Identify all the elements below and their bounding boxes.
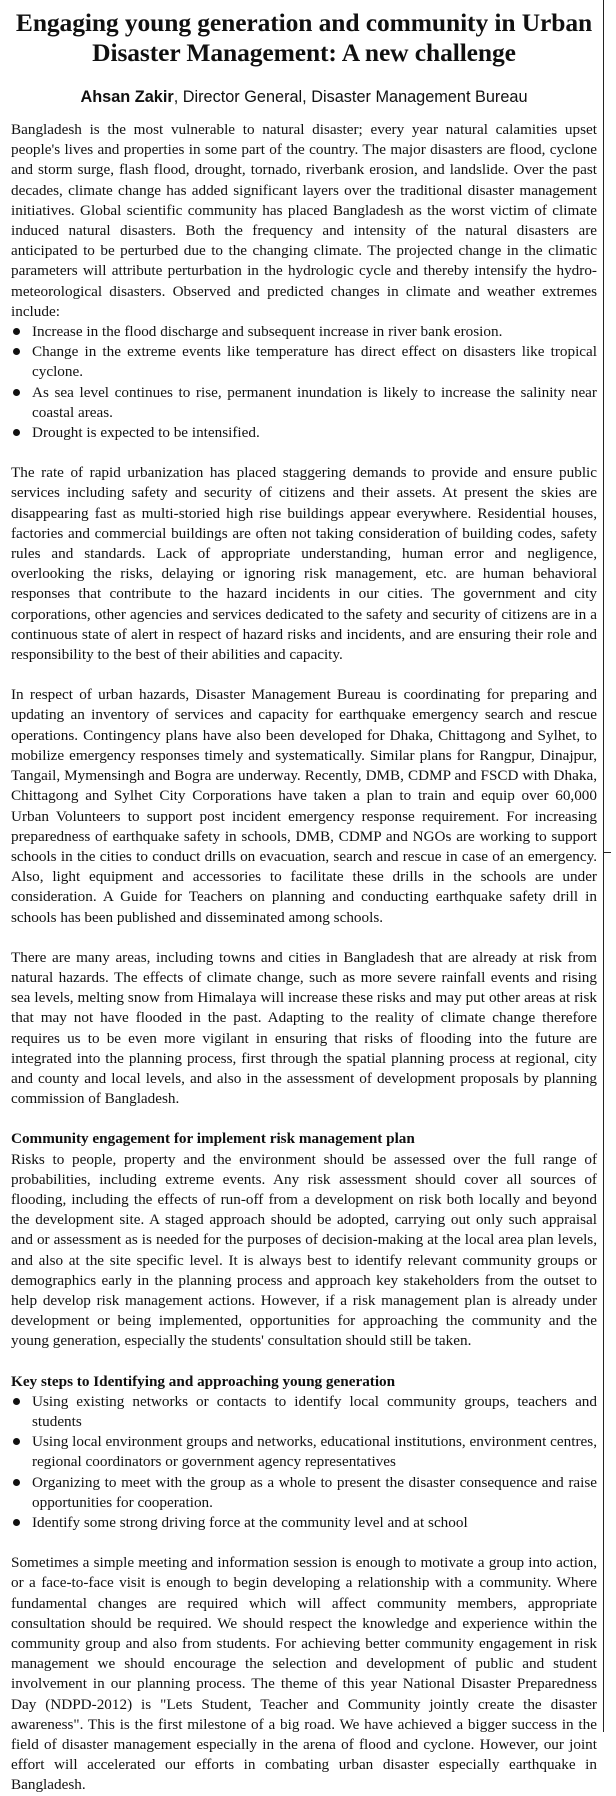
list-item: Change in the extreme events like temperature has direct effect on disasters like tropical cyclone. bbox=[11, 342, 597, 382]
list-item: Drought is expected to be intensified. bbox=[11, 423, 597, 443]
community-engagement-paragraph: Risks to people, property and the environment should be assessed over the full range of probabilities, including extreme events. Any risk assessment should cover all sources of flooding, including the effects of run-off from a development on risk both locally and beyond the development site. A staged approach should be adopted, carrying out only such appraisal and or assessment as is needed for the purposes of decision-making at the local area plan levels, and also at the site specific level. It is always best to identify relevant community groups or demographics early in the planning process and approach key stakeholders from the outset to help develop risk management actions. However, if a risk management plan is already under development or being implemented, opportunities for approaching the community and the young generation, especially the students' consultation should still be taken. bbox=[11, 1150, 597, 1350]
community-engagement-heading: Community engagement for implement risk management plan bbox=[11, 1130, 415, 1148]
key-steps-heading: Key steps to Identifying and approaching young generation bbox=[11, 1372, 396, 1390]
bullet-icon bbox=[13, 1438, 20, 1445]
bullet-icon bbox=[13, 1398, 20, 1405]
bullet-icon bbox=[13, 328, 20, 335]
page-edge-marker bbox=[603, 852, 611, 853]
list-item: Using local environment groups and networks, educational institutions, environment centres, regional coordinators or government agency representatives bbox=[11, 1432, 597, 1472]
urban-hazards-paragraph: In respect of urban hazards, Disaster Management Bureau is coordinating for preparing and updating an inventory of services and capacity for earthquake emergency search and rescue operations. Contingency plans have also been developed for Dhaka, Chittagong and Sylhet, to mobilize emergency responses timely and systematically. Similar plans for Rangpur, Dinajpur, Tangail, Mymensingh and Bogra are underway. Recently, DMB, CDMP and FSCD with Dhaka, Chittagong and Sylhet City Corporations have taken a plan to train and equip over 60,000 Urban Volunteers to support post incident emergency response requirement. For increasing preparedness of earthquake safety in schools, DMB, CDMP and NGOs are working to support schools in the cities to conduct drills on evacuation, search and rescue in case of an emergency. Also, light equipment and accessories to facilitate these drills in the schools are under consideration. A Guide for Teachers on planning and conducting earthquake safety drill in schools has been published and disseminated among schools. bbox=[11, 686, 597, 926]
list-item: Organizing to meet with the group as a whole to present the disaster consequence and raise opportunities for cooperation. bbox=[11, 1473, 597, 1513]
key-steps-list bbox=[11, 1392, 597, 1533]
bullet-icon bbox=[13, 389, 20, 396]
byline bbox=[11, 87, 597, 107]
intro-paragraph: Bangladesh is the most vulnerable to natural disaster; every year natural calamities upset people's lives and properties in some part of the country. The major disasters are flood, cyclone and storm surge, flash flood, drought, tornado, riverbank erosion, and landslide. Over the past decades, climate change has added significant layers over the traditional disaster management initiatives. Global scientific community has placed Bangladesh as the worst victim of climate induced natural disasters. Both the frequency and intensity of the natural disasters are anticipated to be perturbed due to the changing climate. The projected change in the climatic parameters will attribute perturbation in the hydrologic cycle and thereby intensify the hydro-meteorological disasters. Observed and predicted changes in climate and weather extremes include: bbox=[11, 121, 597, 320]
bullet-icon bbox=[13, 1479, 20, 1486]
author-name: Ahsan Zakir bbox=[80, 88, 174, 106]
list-item: As sea level continues to rise, permanent inundation is likely to increase the salinity near coastal areas. bbox=[11, 383, 597, 423]
bullet-icon bbox=[13, 429, 20, 436]
author-position: , Director General, Disaster Management Bureau bbox=[173, 88, 528, 106]
bullet-icon bbox=[13, 348, 20, 355]
article-title: Engaging young generation and community in Urban Disaster Management: A new challenge bbox=[15, 8, 593, 67]
list-item: Increase in the flood discharge and subsequent increase in river bank erosion. bbox=[11, 322, 597, 342]
article bbox=[11, 8, 597, 1796]
list-item: Identify some strong driving force at the community level and at school bbox=[11, 1513, 597, 1533]
areas-at-risk-paragraph: There are many areas, including towns and cities in Bangladesh that are already at risk from natural hazards. The effects of climate change, such as more severe rainfall events and rising sea levels, melting snow from Himalaya will increase these risks and may put other areas at risk that may not have flooded in the past. Adapting to the reality of climate change therefore requires us to be even more vigilant in ensuring that risks of flooding into the future are integrated into the planning process, first through the spatial planning process at regional, city and county and local levels, and also in the assessment of development proposals by planning commission of Bangladesh. bbox=[11, 948, 597, 1108]
conclusion-paragraph: Sometimes a simple meeting and information session is enough to motivate a group into action, or a face-to-face visit is enough to begin developing a relationship with a community. Where fundamental changes are required which will affect community members, appropriate consultation should be required. We should respect the knowledge and experience within the community group and also from students. For achieving better community engagement in risk management we should encourage the selection and development of public and student involvement in our planning process. The theme of this year National Disaster Preparedness Day (NDPD-2012) is "Lets Student, Teacher and Community jointly create the disaster awareness". This is the first milestone of a big road. We have achieved a bigger success in the field of disaster management especially in the arena of flood and cyclone. However, our joint effort will accelerated our efforts in combating urban disaster especially earthquake in Bangladesh. bbox=[11, 1554, 597, 1794]
climate-extremes-list bbox=[11, 322, 597, 443]
bullet-icon bbox=[13, 1519, 20, 1526]
urbanization-paragraph: The rate of rapid urbanization has placed staggering demands to provide and ensure public services including safety and security of citizens and their assets. At present the skies are disappearing fast as multi-storied high rise buildings appear everywhere. Residential houses, factories and commercial buildings are often not taking consideration of building codes, safety rules and standards. Lack of appropriate understanding, human error and negligence, overlooking the risks, delaying or ignoring risk management, etc. are human behavioral responses that contribute to the hazard incidents in our cities. The government and city corporations, other agencies and services dedicated to the safety and security of citizens are in a continuous state of alert in respect of hazard risks and incidents, and are ensuring their role and responsibility to the best of their abilities and capacity. bbox=[11, 464, 597, 664]
list-item: Using existing networks or contacts to identify local community groups, teachers and students bbox=[11, 1392, 597, 1432]
